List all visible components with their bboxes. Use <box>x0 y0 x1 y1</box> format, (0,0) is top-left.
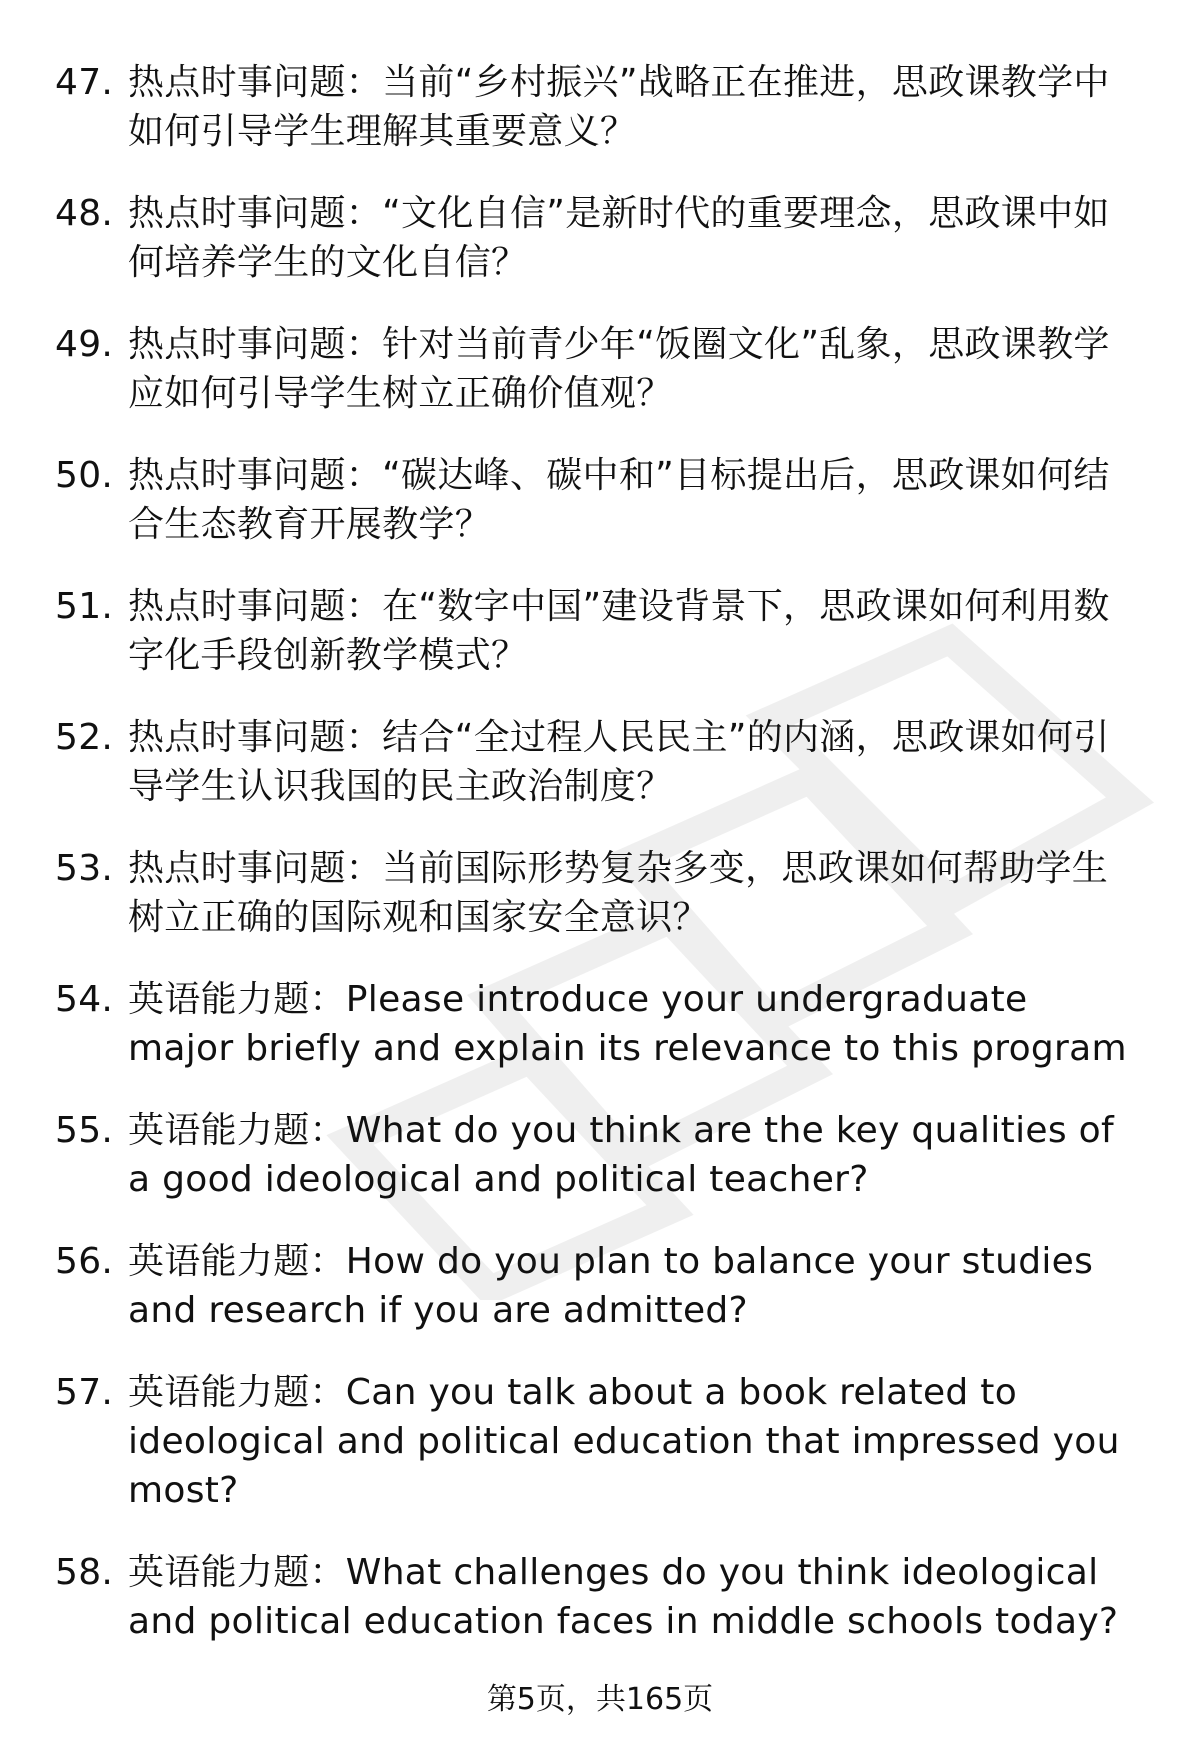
question-text: 英语能力题：Please introduce your undergraduate major briefly and explain its relevance to this program <box>128 979 1127 1069</box>
question-number: 57. <box>55 1372 114 1413</box>
question-item <box>55 975 1140 1073</box>
question-item <box>55 320 1140 418</box>
question-text: 热点时事问题：“碳达峰、碳中和”目标提出后，思政课如何结合生态教育开展教学？ <box>128 455 1110 545</box>
question-text: 热点时事问题：针对当前青少年“饭圈文化”乱象，思政课教学应如何引导学生树立正确价值观？ <box>128 324 1110 414</box>
question-item <box>55 189 1140 287</box>
question-item <box>55 1368 1140 1515</box>
question-text: 热点时事问题：“文化自信”是新时代的重要理念，思政课中如何培养学生的文化自信？ <box>128 193 1110 283</box>
question-item <box>55 1106 1140 1204</box>
question-number: 48. <box>55 193 114 234</box>
question-text: 英语能力题：Can you talk about a book related to ideological and political education that impressed you most? <box>128 1372 1120 1511</box>
question-number: 47. <box>55 62 114 103</box>
question-item <box>55 1548 1140 1646</box>
question-number: 51. <box>55 586 114 627</box>
question-number: 56. <box>55 1241 114 1282</box>
page-footer <box>0 1680 1200 1720</box>
question-list <box>55 58 1140 1679</box>
question-number: 52. <box>55 717 114 758</box>
question-text: 热点时事问题：当前国际形势复杂多变，思政课如何帮助学生树立正确的国际观和国家安全意识？ <box>128 848 1109 938</box>
question-number: 53. <box>55 848 114 889</box>
question-item <box>55 451 1140 549</box>
question-item <box>55 582 1140 680</box>
question-text: 热点时事问题：结合“全过程人民民主”的内涵，思政课如何引导学生认识我国的民主政治制度？ <box>128 717 1110 807</box>
question-item <box>55 713 1140 811</box>
question-text: 英语能力题：What challenges do you think ideological and political education faces in middle schools today? <box>128 1552 1119 1642</box>
page-number-label: 第5页，共165页 <box>486 1682 714 1717</box>
question-item <box>55 58 1140 156</box>
question-number: 55. <box>55 1110 114 1151</box>
question-number: 58. <box>55 1552 114 1593</box>
question-number: 54. <box>55 979 114 1020</box>
question-item <box>55 844 1140 942</box>
question-text: 英语能力题：What do you think are the key qualities of a good ideological and political teacher? <box>128 1110 1114 1200</box>
question-text: 热点时事问题：在“数字中国”建设背景下，思政课如何利用数字化手段创新教学模式？ <box>128 586 1110 676</box>
question-number: 49. <box>55 324 114 365</box>
question-text: 英语能力题：How do you plan to balance your studies and research if you are admitted? <box>128 1241 1094 1331</box>
question-number: 50. <box>55 455 114 496</box>
question-item <box>55 1237 1140 1335</box>
question-text: 热点时事问题：当前“乡村振兴”战略正在推进，思政课教学中如何引导学生理解其重要意义？ <box>128 62 1110 152</box>
